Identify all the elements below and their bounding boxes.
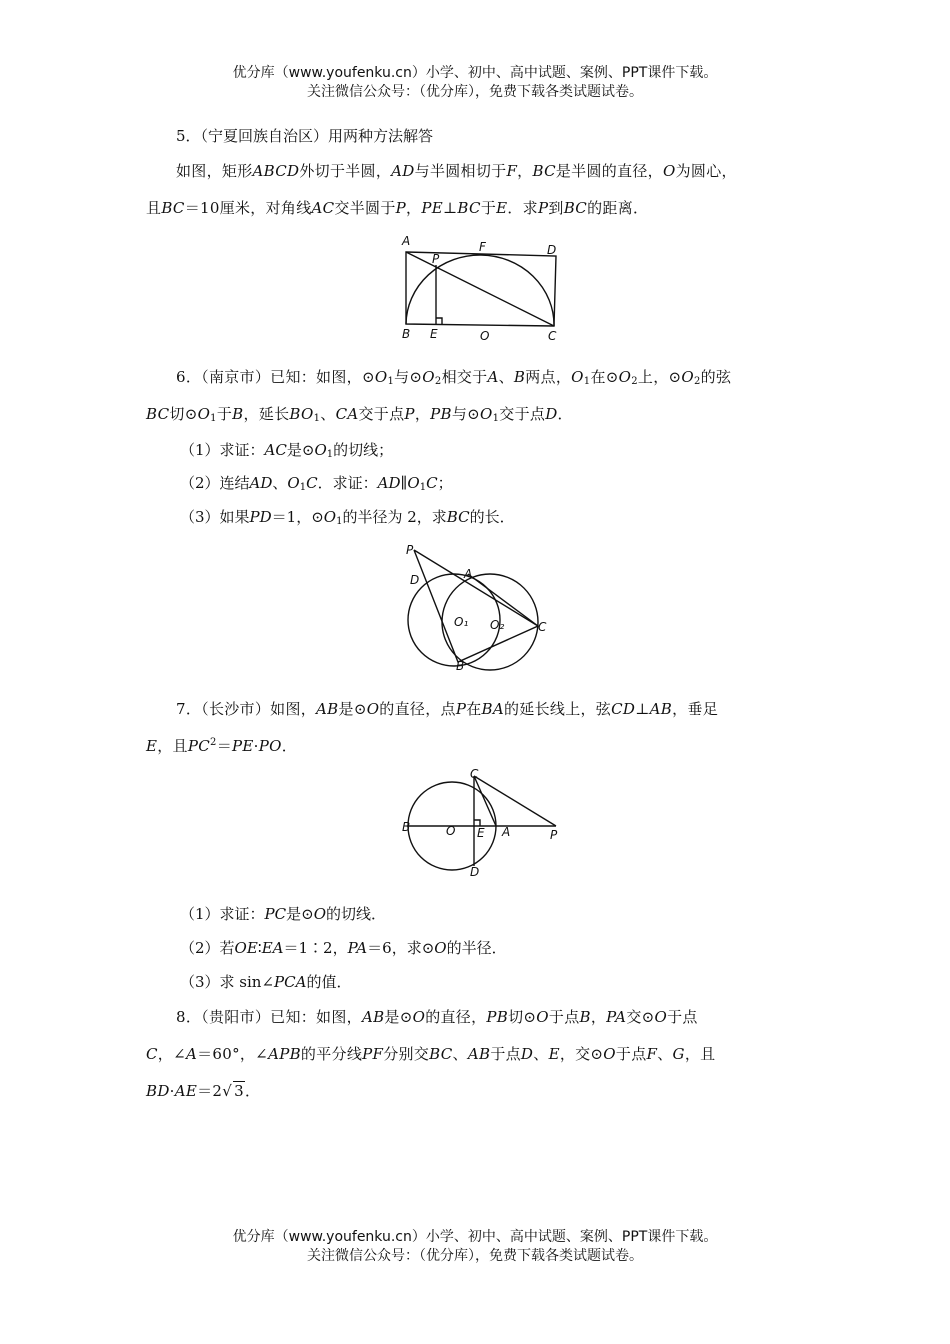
q6-part-1: （1）求证：AC是$⊙O_1$的切线； (180, 441, 394, 460)
page-footer (0, 1228, 950, 1266)
label-c: C (548, 329, 557, 343)
label-b: B (402, 820, 411, 834)
q7-part-2-lead: （2）若 (180, 939, 235, 957)
q6-figure (398, 540, 554, 674)
header-line-1: 优分库（www.youfenku.cn）小学、初中、高中试题、案例、PPT课件下载。 (232, 65, 718, 81)
q6-part-3: （3）如果PD＝1，$⊙O_1$的半径为 2，求BC的长． (180, 508, 515, 527)
label-b: B (402, 327, 411, 341)
triangle-pbc (414, 550, 538, 662)
label-c: C (538, 620, 547, 634)
q7-part-1: （1）求证：PC是⊙O的切线． (180, 905, 387, 923)
label-d: D (547, 243, 557, 257)
q6-part-3-lead: （3）如果 (180, 508, 250, 526)
label-o: O (446, 824, 456, 838)
q5-title: 5．（宁夏回族自治区）用两种方法解答 (176, 127, 434, 145)
q7-part-2: （2）若OE∶EA＝1∶2，PA＝6，求⊙O的半径． (180, 939, 507, 957)
q5-text-2: 且BC＝10厘米，对角线AC交半圆于P，PE⊥BC于E．求P到BC的距离． (146, 199, 649, 217)
q6-part-2: （2）连结AD、$O_1C$．求证：$AD\parallel O_1C$； (180, 474, 453, 493)
label-e: E (430, 327, 438, 341)
q7-part-3: （3）求 sin∠PCA的值． (180, 973, 352, 991)
q6-text-2: BC切$⊙O_1$于B，延长$BO_1$、CA交于点P，PB与$⊙O_1$交于点D． (146, 405, 573, 424)
q8-text-1: 8．（贵阳市）已知：如图，AB是⊙O的直径，PB切⊙O于点B，PA交⊙O于点 (176, 1008, 698, 1026)
q8-text-2: C，∠A＝60°，∠APB的平分线PF分别交BC、AB于点D、E，交⊙O于点F、G，且 (146, 1045, 716, 1063)
footer-line-1: 优分库（www.youfenku.cn）小学、初中、高中试题、案例、PPT课件下载。 (232, 1229, 718, 1245)
q6-part-1-lead: （1）求证： (180, 441, 265, 459)
q7-part-3-lead: （3）求 sin∠ (180, 973, 275, 991)
label-f: F (479, 240, 486, 254)
label-a: A (402, 234, 411, 248)
q5-text-1: 如图，矩形ABCD外切于半圆，AD与半圆相切于F，BC是半圆的直径，O为圆心， (176, 162, 737, 180)
diagonal-ac (406, 252, 554, 326)
page-header (0, 64, 950, 102)
q7-part-1-lead: （1）求证： (180, 905, 265, 923)
header-line-2: 关注微信公众号：（优分库），免费下载各类试题试卷。 (307, 84, 643, 100)
label-o1: O₁ (454, 615, 469, 629)
footer-line-2: 关注微信公众号：（优分库），免费下载各类试题试卷。 (307, 1248, 643, 1264)
label-p: P (550, 828, 558, 842)
label-e: E (477, 826, 485, 840)
label-p: P (432, 252, 440, 266)
q7-figure (398, 766, 564, 882)
q6-text-1: 6．（南京市）已知：如图，$⊙O_1$与$⊙O_2$相交于A、B两点，$O_1$在$⊙O_2$上，$⊙O_2$的弦 (176, 368, 732, 387)
right-angle-mark (436, 318, 442, 324)
label-p: P (406, 543, 414, 557)
q7-text-1: 7．（长沙市）如图，AB是⊙O的直径，点P在BA的延长线上，弦CD⊥AB，垂足 (176, 700, 719, 718)
q8-text-3: BD·AE＝2√ 3． (146, 1082, 261, 1100)
q5-figure (396, 232, 566, 346)
segment-cp (474, 776, 556, 826)
label-b: B (456, 659, 465, 673)
label-o: O (480, 329, 490, 343)
q7-text-2: E，且$PC^2=PE\cdot PO$． (146, 737, 298, 755)
label-c: C (470, 767, 479, 781)
label-d: D (470, 865, 480, 879)
label-a: A (464, 567, 473, 581)
label-d: D (410, 573, 420, 587)
label-a: A (502, 825, 511, 839)
q6-part-2-lead: （2）连结 (180, 474, 250, 492)
label-o2: O₂ (490, 618, 505, 632)
